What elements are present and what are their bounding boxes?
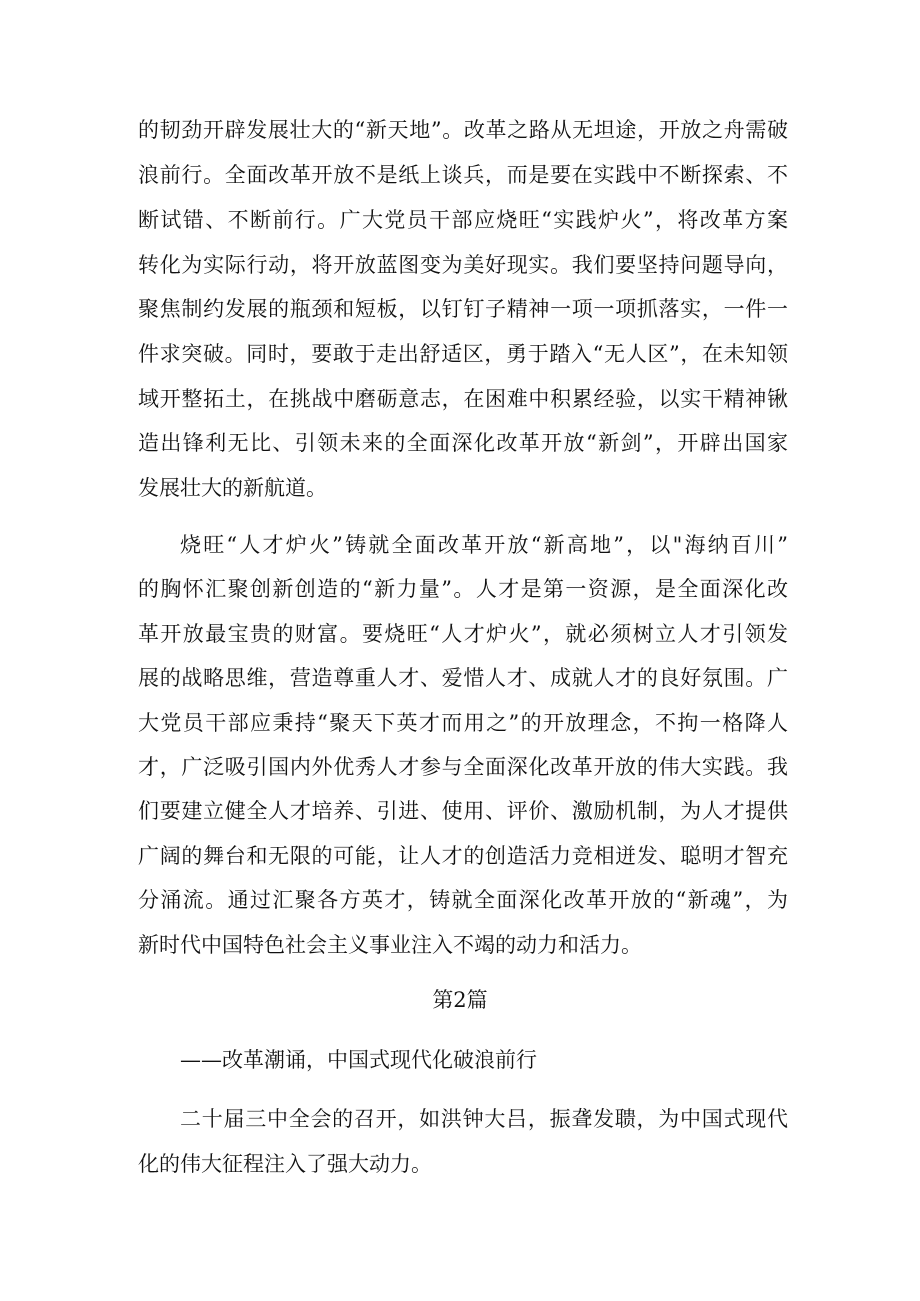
paragraph-line: 聚焦制约发展的瓶颈和短板，以钉钉子精神一项一项抓落实，一件一: [138, 297, 788, 321]
paragraph-line: 革开放最宝贵的财富。要烧旺“人才炉火”，就必须树立人才引领发: [138, 622, 788, 646]
paragraph-line: 的韧劲开辟发展壮大的“新天地”。改革之路从无坦途，开放之舟需破: [138, 118, 788, 142]
paragraph-line: 发展壮大的新航道。: [138, 476, 327, 500]
section-heading: 第2篇: [432, 988, 488, 1012]
paragraph-line: 造出锋利无比、引领未来的全面深化改革开放“新剑”，开辟出国家: [138, 431, 788, 455]
paragraph-line: 域开整拓土，在挑战中磨砺意志，在困难中积累经验，以实干精神锹: [138, 387, 788, 411]
paragraph-line: 二十届三中全会的召开，如洪钟大吕，振聋发聩，为中国式现代: [180, 1107, 788, 1131]
paragraph-line: 展的战略思维，营造尊重人才、爱惜人才、成就人才的良好氛围。广: [138, 666, 788, 690]
paragraph-line: 的胸怀汇聚创新创造的“新力量”。人才是第一资源，是全面深化改: [138, 577, 788, 601]
paragraph-line: 件求突破。同时，要敢于走出舒适区，勇于踏入“无人区”，在未知领: [138, 342, 788, 366]
paragraph-line: 转化为实际行动，将开放蓝图变为美好现实。我们要坚持问题导向，: [138, 253, 788, 277]
paragraph-line: 才，广泛吸引国内外优秀人才参与全面深化改革开放的伟大实践。我: [138, 755, 788, 779]
paragraph-line: 广阔的舞台和无限的可能，让人才的创造活力竞相迸发、聪明才智充: [138, 844, 788, 868]
paragraph-line: 分涌流。通过汇聚各方英才，铸就全面深化改革开放的“新魂”，为: [138, 888, 788, 912]
paragraph-line: 大党员干部应秉持“聚天下英才而用之”的开放理念，不拘一格降人: [138, 711, 788, 735]
paragraph-line: 化的伟大征程注入了强大动力。: [138, 1152, 432, 1176]
paragraph-line: 新时代中国特色社会主义事业注入不竭的动力和活力。: [138, 933, 642, 957]
paragraph-line: 浪前行。全面改革开放不是纸上谈兵，而是要在实践中不断探索、不: [138, 163, 788, 187]
section-subtitle: ——改革潮诵，中国式现代化破浪前行: [180, 1048, 537, 1072]
paragraph-line: 们要建立健全人才培养、引进、使用、评价、激励机制，为人才提供: [138, 799, 788, 823]
paragraph-line: 断试错、不断前行。广大党员干部应烧旺“实践炉火”，将改革方案: [138, 208, 788, 232]
paragraph-line: 烧旺“人才炉火”铸就全面改革开放“新高地”，以"海纳百川”: [180, 533, 788, 557]
